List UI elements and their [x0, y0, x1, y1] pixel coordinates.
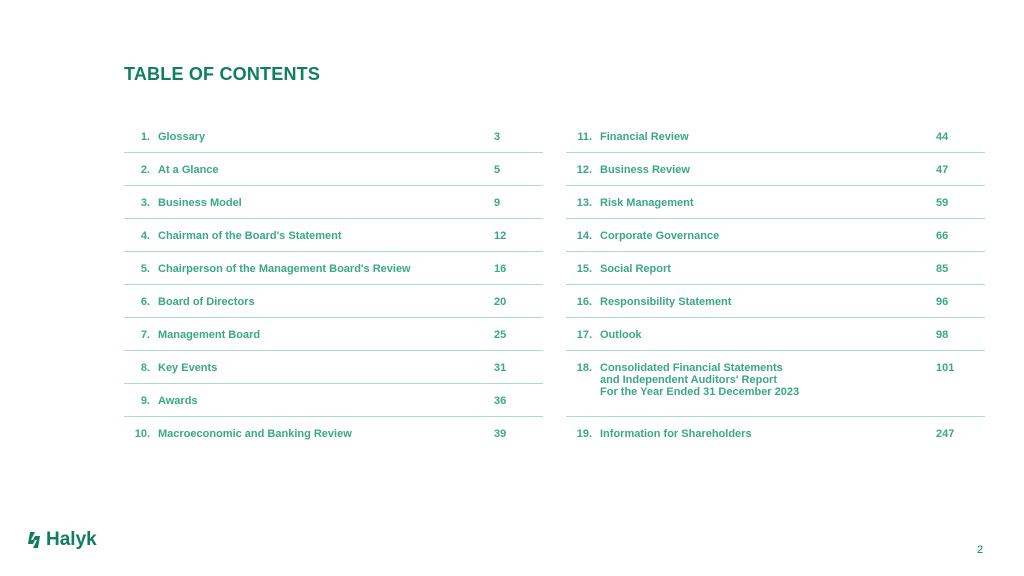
- toc-entry-page: 96: [936, 296, 949, 308]
- toc-entry-number: 13.: [576, 197, 592, 209]
- toc-entry[interactable]: [566, 318, 985, 351]
- toc-entry-label: Business Review: [600, 164, 690, 176]
- toc-entry-number: 7.: [140, 329, 150, 341]
- toc-entry-number: 8.: [140, 362, 150, 374]
- toc-entry-label: Corporate Governance: [600, 230, 720, 242]
- toc-entry-number: 5.: [140, 263, 150, 275]
- toc-entry-label: Social Report: [600, 263, 671, 275]
- toc-entry-label: Information for Shareholders: [600, 428, 752, 440]
- toc-entry-number: 18.: [576, 362, 592, 374]
- toc-left-column: [124, 120, 543, 450]
- page-number: 2: [977, 544, 984, 556]
- toc-entry-number: 9.: [140, 395, 150, 407]
- toc-entry-label: Chairman of the Board's Statement: [158, 230, 342, 242]
- toc-entry-page: 39: [494, 428, 507, 440]
- toc-entry[interactable]: [566, 153, 985, 186]
- halyk-logo-icon: [24, 530, 44, 550]
- toc-entry-number: 2.: [140, 164, 150, 176]
- toc-entry-label: Responsibility Statement: [600, 296, 732, 308]
- toc-entry-label: Financial Review: [600, 131, 689, 143]
- toc-entry-page: 16: [494, 263, 507, 275]
- toc-entry-page: 36: [494, 395, 507, 407]
- toc-entry[interactable]: [124, 219, 543, 252]
- toc-entry[interactable]: [124, 120, 543, 153]
- toc-entry-page: 66: [936, 230, 949, 242]
- toc-entry-number: 11.: [577, 131, 592, 143]
- toc-entry-number: 16.: [576, 296, 592, 308]
- toc-entry-page: 31: [494, 362, 507, 374]
- toc-entry[interactable]: [124, 153, 543, 186]
- toc-entry-page: 47: [936, 164, 949, 176]
- toc-entry[interactable]: [566, 252, 985, 285]
- toc-entry-page: 98: [936, 329, 949, 341]
- toc-entry-label: Outlook: [600, 329, 642, 341]
- toc-entry-number: 4.: [140, 230, 150, 242]
- toc-entry[interactable]: [566, 219, 985, 252]
- toc-entry[interactable]: [566, 186, 985, 219]
- toc-entry-number: 6.: [140, 296, 150, 308]
- toc-entry-page: 101: [936, 362, 955, 374]
- toc-entry-label: Management Board: [158, 329, 261, 341]
- toc-entry-page: 59: [936, 197, 949, 209]
- toc-entry-page: 3: [494, 131, 501, 143]
- toc-entry-label: Board of Directors: [158, 296, 255, 308]
- toc-entry[interactable]: [566, 285, 985, 318]
- toc-entry-number: 10.: [134, 428, 150, 440]
- toc-entry-label: Macroeconomic and Banking Review: [158, 428, 352, 440]
- toc-entry-label: Business Model: [158, 197, 242, 209]
- toc-entry[interactable]: [124, 252, 543, 285]
- toc-entry-page: 12: [494, 230, 507, 242]
- toc-entry-label: Awards: [158, 395, 198, 407]
- toc-entry-page: 20: [494, 296, 507, 308]
- toc-entry-number: 12.: [576, 164, 592, 176]
- toc-entry-page: 44: [936, 131, 949, 143]
- toc-entry-label-line: Consolidated Financial Statements: [600, 362, 783, 374]
- toc-entry[interactable]: [124, 186, 543, 219]
- toc-entry[interactable]: [566, 351, 985, 417]
- toc-entry-number: 14.: [576, 230, 592, 242]
- toc-entry[interactable]: [124, 384, 543, 417]
- toc-entry-label: [600, 362, 799, 398]
- toc-entry-page: 9: [494, 197, 501, 209]
- toc-entry[interactable]: [566, 417, 985, 450]
- toc-entry[interactable]: [124, 351, 543, 384]
- toc-entry[interactable]: [124, 318, 543, 351]
- toc-entry[interactable]: [124, 285, 543, 318]
- toc-entry-number: 1.: [140, 131, 150, 143]
- toc-entry-number: 3.: [140, 197, 150, 209]
- toc-entry-label: Key Events: [158, 362, 218, 374]
- toc-entry-number: 17.: [576, 329, 592, 341]
- toc-entry-label: At a Glance: [158, 164, 219, 176]
- toc-entry[interactable]: [124, 417, 543, 450]
- toc-entry-page: 85: [936, 263, 949, 275]
- toc-entry-page: 5: [494, 164, 501, 176]
- toc-entry-label: Chairperson of the Management Board's Review: [158, 263, 411, 275]
- toc-entry-label-line: For the Year Ended 31 December 2023: [600, 386, 800, 398]
- toc-entry-page: 25: [494, 329, 507, 341]
- toc-entry-number: 15.: [576, 263, 592, 275]
- halyk-logo: [24, 529, 97, 551]
- toc-entry-number: 19.: [576, 428, 592, 440]
- toc-entry-label-line: and Independent Auditors' Report: [600, 374, 777, 386]
- toc-entry[interactable]: [566, 120, 985, 153]
- toc-right-column: [566, 120, 985, 450]
- logo-text: Halyk: [46, 529, 97, 550]
- toc-entry-label: Risk Management: [600, 197, 694, 209]
- toc-entry-page: 247: [936, 428, 955, 440]
- toc-entry-label: Glossary: [158, 131, 206, 143]
- page-title: TABLE OF CONTENTS: [124, 64, 321, 84]
